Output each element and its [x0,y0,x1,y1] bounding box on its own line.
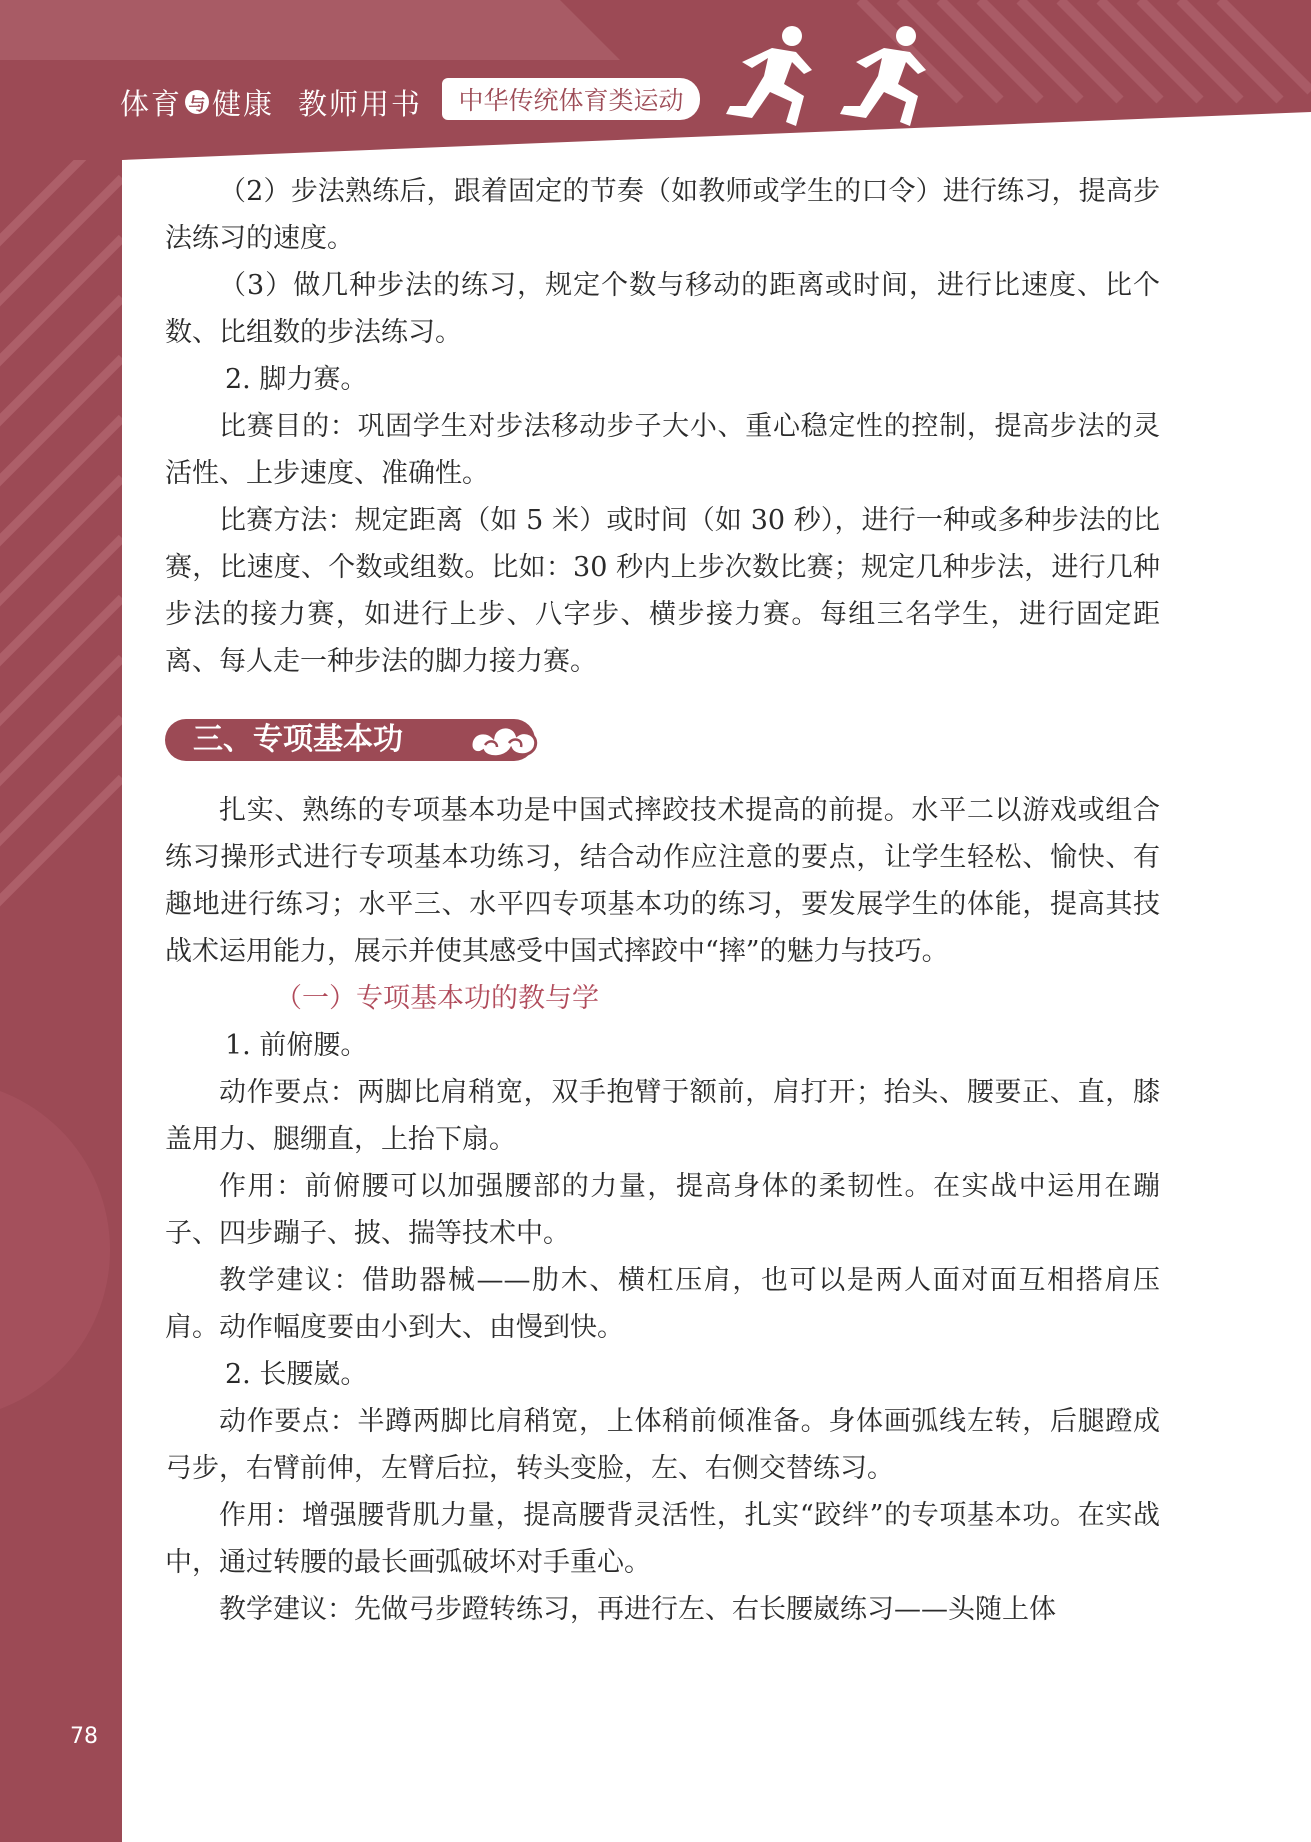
cloud-ornament-icon [465,715,545,765]
paragraph: 比赛目的：巩固学生对步法移动步子大小、重心稳定性的控制，提高步法的灵活性、上步速度、准确性。 [165,411,1160,489]
sidebar-stripes [0,0,122,1842]
and-logo-icon: 与 [185,90,209,114]
runner-icon [822,24,942,134]
paragraph: 扎实、熟练的专项基本功是中国式摔跤技术提高的前提。水平二以游戏或组合练习操形式进行专项基本功练习，结合动作应注意的要点，让学生轻松、愉快、有趣地进行练习；水平三、水平四专项基本功的练习，要发展学生的体能，提高其技战术运用能力，展示并使其感受中国式摔跤中“摔”的魅力与技巧。 [165,795,1160,967]
left-sidebar [0,0,122,1842]
paragraph: 比赛方法：规定距离（如 5 米）或时间（如 30 秒），进行一种或多种步法的比赛，比速度、个数或组数。比如：30 秒内上步次数比赛；规定几种步法，进行几种步法的接力赛，如进行上步、八字步、横步接力赛。每组三名学生，进行固定距离、每人走一种步法的脚力接力赛。 [165,505,1160,677]
item-title: 2. 脚力赛。 [225,364,368,395]
paragraph: 教学建议：先做弓步蹬转练习，再进行左、右长腰崴练习——头随上体 [219,1594,1056,1625]
paragraph: 作用：增强腰背肌力量，提高腰背灵活性，扎实“跤绊”的专项基本功。在实战中，通过转腰的最长画弧破坏对手重心。 [165,1500,1160,1578]
page-content [165,168,1160,1633]
paragraph: （3）做几种步法的练习，规定个数与移动的距离或时间，进行比速度、比个数、比组数的步法练习。 [165,270,1160,348]
item-title: 2. 长腰崴。 [225,1359,368,1390]
paragraph: 教学建议：借助器械——肋木、横杠压肩，也可以是两人面对面互相搭肩压肩。动作幅度要由小到大、由慢到快。 [165,1265,1160,1343]
book-title-part2: 健康 [212,86,275,121]
section-heading [165,715,1160,765]
runner-icon [712,22,832,132]
item-title: 1. 前俯腰。 [225,1030,368,1061]
page-number: 78 [70,1724,98,1749]
book-title [120,82,422,122]
chapter-badge: 中华传统体育类运动 [442,78,700,120]
paragraph: 作用：前俯腰可以加强腰部的力量，提高身体的柔韧性。在实战中运用在蹦子、四步蹦子、披、揣等技术中。 [165,1171,1160,1249]
book-subtitle: 教师用书 [298,86,423,121]
paragraph: 动作要点：两脚比肩稍宽，双手抱臂于额前，肩打开；抬头、腰要正、直，膝盖用力、腿绷直，上抬下扇。 [165,1077,1160,1155]
subsection-title: （一）专项基本功的教与学 [275,983,599,1014]
section-title: 三、专项基本功 [165,719,535,761]
paragraph: 动作要点：半蹲两脚比肩稍宽，上体稍前倾准备。身体画弧线左转，后腿蹬成弓步，右臂前伸，左臂后拉，转头变脸，左、右侧交替练习。 [165,1406,1160,1484]
paragraph: （2）步法熟练后，跟着固定的节奏（如教师或学生的口令）进行练习，提高步法练习的速度。 [165,176,1160,254]
book-title-part1: 体育 [120,86,183,121]
